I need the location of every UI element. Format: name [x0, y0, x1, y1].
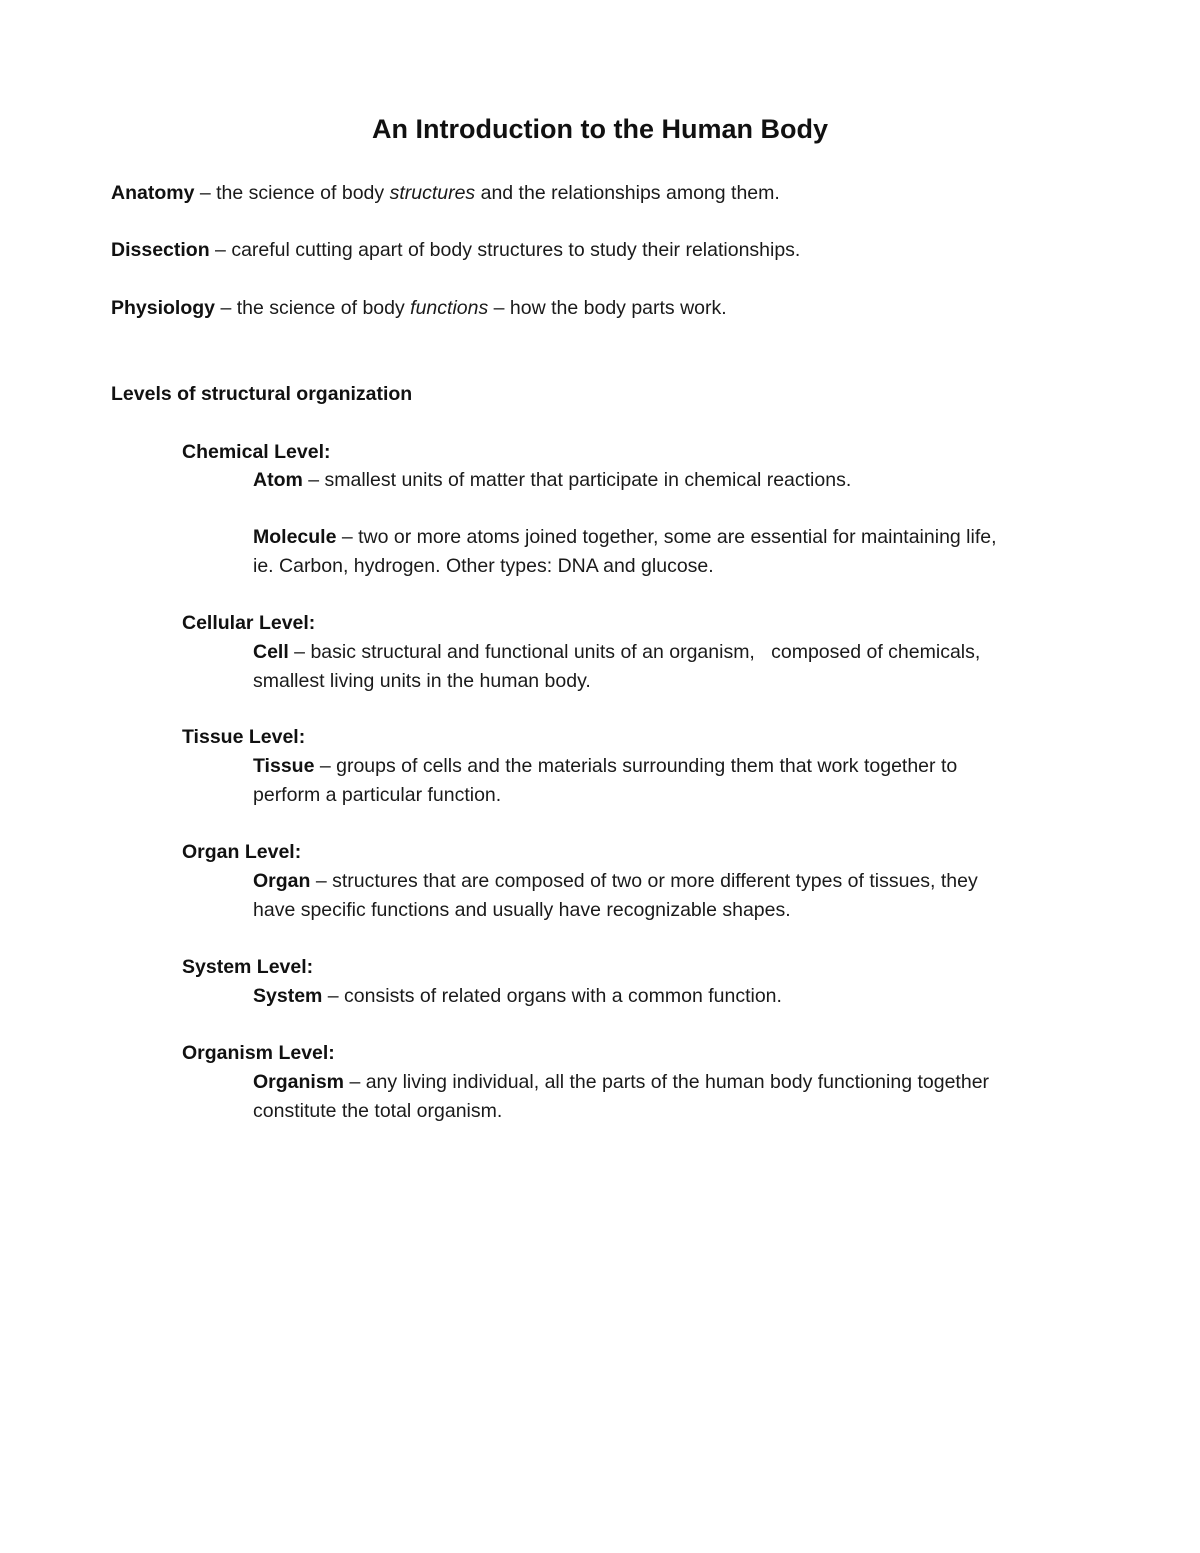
definition-text-end: – how the body parts work.: [488, 297, 727, 319]
level-item-text: – groups of cells and the materials surrounding them that work together to: [314, 755, 958, 777]
definition-term: Dissection: [111, 239, 210, 261]
section-heading: [111, 380, 412, 409]
level-item-term: Tissue: [253, 755, 315, 777]
level-item-organism-continued: constitute the total organism.: [253, 1100, 503, 1122]
level-item-cell-continued: smallest living units in the human body.: [253, 670, 591, 692]
definition-term: Physiology: [111, 297, 216, 319]
level-item-organ: [253, 867, 978, 896]
section-heading-text: Levels of structural organization: [111, 383, 413, 405]
level-heading-text: Chemical Level:: [182, 441, 331, 463]
level-heading-tissue: [182, 723, 305, 752]
level-item-term: Cell: [253, 641, 289, 663]
level-item-atom: [253, 466, 851, 495]
page-title: An Introduction to the Human Body: [372, 114, 828, 144]
level-heading-system: [182, 953, 313, 982]
definition-separator: –: [194, 182, 217, 204]
definition-anatomy: [111, 179, 780, 208]
level-item-organ-continued: have specific functions and usually have recognizable shapes.: [253, 899, 791, 921]
definition-text-end: and the relationships among them.: [475, 182, 780, 204]
level-item-term: Organism: [253, 1071, 345, 1093]
level-item-organism: [253, 1068, 989, 1097]
definition-text: the science of body: [216, 182, 390, 204]
level-heading-text: Cellular Level:: [182, 612, 316, 634]
level-heading-cellular: [182, 609, 315, 638]
level-item-molecule: [253, 523, 997, 552]
level-item-system: [253, 982, 782, 1011]
level-item-text: – any living individual, all the parts of the human body functioning together: [344, 1071, 990, 1093]
level-item-term: Atom: [253, 469, 303, 491]
level-item-text: – basic structural and functional units of an organism, composed of chemicals,: [288, 641, 981, 663]
level-item-text: – smallest units of matter that participate in chemical reactions.: [302, 469, 852, 491]
level-heading-chemical: [182, 438, 330, 467]
definition-separator: –: [209, 239, 232, 261]
level-heading-organ: [182, 838, 301, 867]
level-item-text: – structures that are composed of two or more different types of tissues, they: [310, 870, 978, 892]
definition-text: the science of body: [236, 297, 411, 319]
level-item-term: System: [253, 985, 323, 1007]
level-item-tissue-continued: perform a particular function.: [253, 784, 502, 806]
level-heading-text: Tissue Level:: [182, 726, 306, 748]
definition-text: careful cutting apart of body structures to study their relationships.: [231, 239, 801, 261]
level-item-cell: [253, 638, 980, 667]
definition-physiology: [111, 294, 727, 323]
level-item-molecule-continued: ie. Carbon, hydrogen. Other types: DNA and glucose.: [253, 555, 714, 577]
definition-dissection: [111, 236, 800, 265]
level-item-text: – consists of related organs with a common function.: [322, 985, 782, 1007]
definition-term: Anatomy: [111, 182, 195, 204]
definition-emphasis: functions: [410, 297, 489, 319]
level-heading-text: Organ Level:: [182, 841, 302, 863]
level-item-tissue: [253, 752, 957, 781]
level-heading-organism: [182, 1039, 335, 1068]
level-heading-text: System Level:: [182, 956, 314, 978]
level-item-term: Organ: [253, 870, 311, 892]
level-heading-text: Organism Level:: [182, 1042, 335, 1064]
definition-emphasis: structures: [389, 182, 476, 204]
level-item-term: Molecule: [253, 526, 337, 548]
level-item-text: – two or more atoms joined together, some are essential for maintaining life,: [336, 526, 997, 548]
definition-separator: –: [215, 297, 237, 319]
